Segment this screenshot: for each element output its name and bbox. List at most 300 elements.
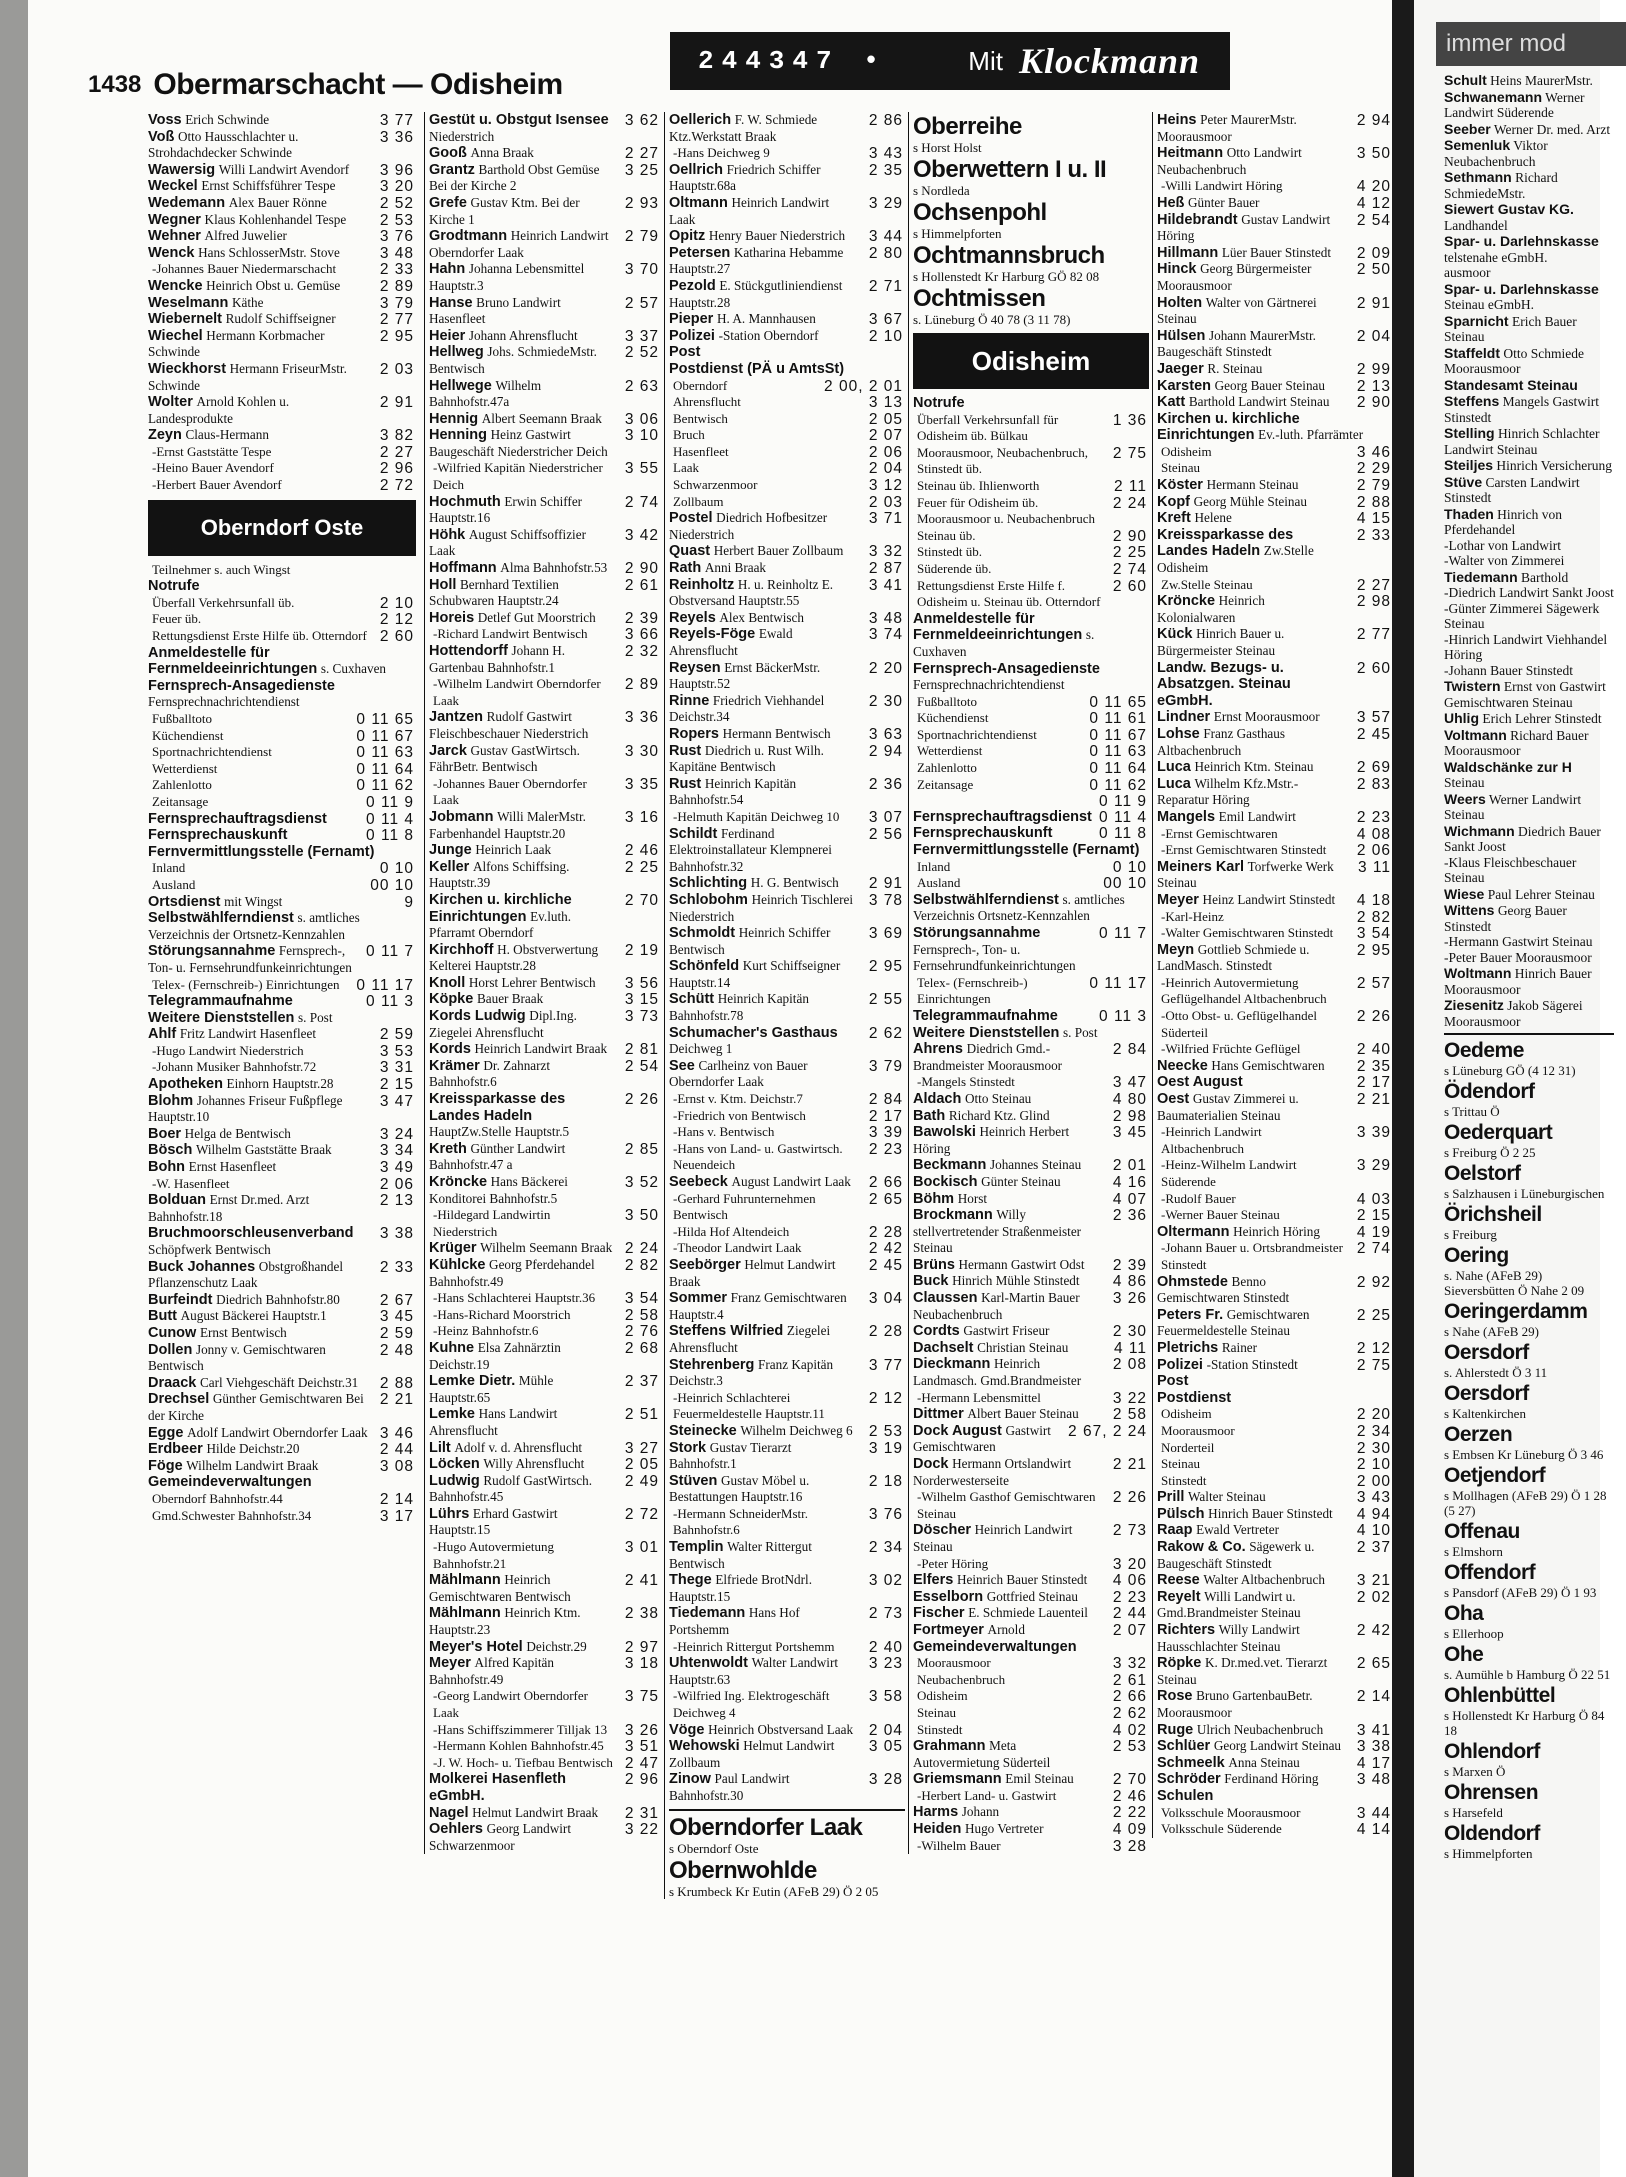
listing-name: Kreth xyxy=(429,1140,467,1157)
listing-detail: Obstgroßhandel Pflanzenschutz Laak xyxy=(148,1258,344,1291)
listing-entry xyxy=(1157,112,1393,145)
listing-name: Schlüer xyxy=(1157,1738,1211,1755)
listing-detail: Willi Landwirt u. Gmd.Brandmeister Steinau xyxy=(1157,1588,1301,1621)
listing-phone: 2 11 xyxy=(1113,477,1147,495)
listing-detail: Ferdinand Höring xyxy=(1224,1771,1319,1787)
listing-detail: Günter Steinau xyxy=(981,1173,1061,1189)
listing-phone: 2 23 xyxy=(1112,1588,1147,1606)
listing-detail: Walter Steinau xyxy=(1188,1489,1266,1505)
listing-detail: Alfred Juwelier xyxy=(204,228,287,244)
listing-phone: 3 31 xyxy=(379,1059,414,1077)
listing-name: Wenck xyxy=(148,244,195,261)
listing-phone: 2 54 xyxy=(624,1057,659,1075)
listing-detail: Wilhelm Landwirt Braak xyxy=(186,1457,319,1473)
listing-phone: 3 37 xyxy=(624,327,659,345)
listing-entry xyxy=(148,178,416,195)
listing-phone: 2 00 xyxy=(1356,1472,1391,1490)
listing-entry xyxy=(1157,1589,1393,1622)
listing-detail: Hans SchlosserMstr. Stove xyxy=(198,244,340,260)
listing-name: Woltmann xyxy=(1444,965,1512,981)
listing-entry xyxy=(1444,345,1614,377)
listing-detail: Bauer Braak xyxy=(476,991,544,1007)
listing-entry xyxy=(429,1755,661,1772)
listing-entry xyxy=(1157,510,1393,527)
listing-name: Bawolski xyxy=(913,1124,976,1141)
listing-entry xyxy=(429,1456,661,1473)
listing-name: Rath xyxy=(669,560,702,577)
listing-entry xyxy=(148,1142,416,1159)
listing-name: Wehner xyxy=(148,228,201,245)
place-name: Oerzen xyxy=(1444,1423,1513,1446)
listing-name: Staffeldt xyxy=(1444,344,1500,361)
listing-entry xyxy=(429,1340,661,1373)
place-entry xyxy=(1444,1423,1614,1462)
listing-name: Knoll xyxy=(429,974,466,991)
listing-phone: 0 11 64 xyxy=(1089,760,1147,778)
listing-detail: Bruch xyxy=(673,427,705,443)
place-name: Örichsheil xyxy=(1444,1203,1542,1226)
listing-phone: 0 11 63 xyxy=(1089,743,1147,761)
listing-entry xyxy=(913,578,1149,611)
listing-entry xyxy=(913,478,1149,495)
listing-name: Butt xyxy=(148,1308,177,1325)
listing-name: Zeyn xyxy=(148,427,182,444)
listing-entry xyxy=(913,1838,1149,1855)
listing-entry xyxy=(913,1406,1149,1423)
listing-detail: Johs. SchmiedeMstr. Bentwisch xyxy=(429,344,597,376)
listing-name: Steffens xyxy=(1444,393,1500,409)
listing-detail: Niederstrich xyxy=(429,128,495,144)
listing-phone: 2 33 xyxy=(1356,526,1391,544)
listing-entry xyxy=(1157,1041,1393,1058)
place-note: s Hollenstedt Kr Harburg Ö 84 18 xyxy=(1444,1708,1605,1738)
listing-detail: -Hans von Land- u. Gastwirtsch. Neuendeich xyxy=(673,1140,843,1173)
listing-phone: 3 77 xyxy=(868,1356,903,1374)
listing-entry xyxy=(913,528,1149,545)
listing-entry xyxy=(913,892,1149,925)
listing-name: Telegrammaufnahme xyxy=(148,993,293,1010)
listing-phone: 2 04 xyxy=(868,460,903,478)
listing-phone: 0 11 67 xyxy=(356,727,414,745)
listing-detail: -Heino Bauer Avendorf xyxy=(152,460,274,476)
place-entry xyxy=(1444,1561,1614,1600)
listing-phone: 2 54 xyxy=(1356,211,1391,229)
listing-name: Templin xyxy=(669,1539,724,1556)
listing-phone: 3 12 xyxy=(868,477,903,495)
listing-name: Selbstwählferndienst xyxy=(913,891,1059,908)
listing-detail: Helmut Landwirt Braak xyxy=(669,1256,836,1289)
listing-entry xyxy=(148,1010,416,1027)
listing-detail: Horst xyxy=(957,1190,988,1206)
listing-phone: 2 41 xyxy=(624,1572,659,1590)
listing-detail: Steinau eGmbH. xyxy=(1444,297,1534,312)
listing-name: Hellweg xyxy=(429,344,484,361)
listing-detail: Horst Lehrer Bentwisch xyxy=(468,974,596,990)
listing-phone: 2 27 xyxy=(624,145,659,163)
listing-entry xyxy=(1157,1157,1393,1190)
listing-detail: -Hermann Lebensmittel xyxy=(917,1389,1041,1405)
listing-detail: s. Cuxhaven xyxy=(913,627,1095,659)
listing-phone: 3 58 xyxy=(868,1688,903,1706)
listing-detail: Arnold Kohlen u. Landesprodukte xyxy=(148,394,290,426)
listing-entry xyxy=(1157,909,1393,926)
listing-name: Seebörger xyxy=(669,1256,741,1273)
listing-detail: -Helmuth Kapitän Deichweg 10 xyxy=(673,808,840,824)
listing-entry xyxy=(669,826,905,876)
listing-phone: 3 28 xyxy=(1112,1837,1147,1855)
listing-entry xyxy=(1444,791,1614,823)
listing-entry xyxy=(148,811,416,828)
listing-entry xyxy=(429,842,661,859)
listing-detail: Odisheim xyxy=(1161,443,1212,459)
listing-detail: Anna Steinau xyxy=(1228,1754,1300,1770)
listing-name: Kreissparkasse des Landes Hadeln xyxy=(1157,526,1294,560)
listing-detail: Volksschule Moorausmoor xyxy=(1161,1804,1301,1820)
listing-detail: Moorausmoor xyxy=(1161,1422,1235,1438)
listing-phone: 2 34 xyxy=(868,1539,903,1557)
listing-entry xyxy=(429,643,661,676)
listing-name: Gemeindeverwaltungen xyxy=(913,1638,1077,1655)
listing-phone: 2 77 xyxy=(379,311,414,329)
listing-phone: 4 19 xyxy=(1356,1223,1391,1241)
listing-entry xyxy=(148,993,416,1010)
listing-detail: Zahlenlotto xyxy=(152,777,212,793)
listing-name: Boer xyxy=(148,1125,182,1142)
listing-name: Fernvermittlungsstelle (Fernamt) xyxy=(148,843,375,860)
listing-detail: -Günter Zimmerei Sägewerk Steinau xyxy=(1444,600,1600,631)
listing-entry xyxy=(148,295,416,312)
listing-phone: 4 18 xyxy=(1356,891,1391,909)
listing-detail: Diedrich Bauer Sankt Joost xyxy=(1444,823,1601,854)
listing-entry xyxy=(669,444,905,461)
listing-entry xyxy=(429,1008,661,1041)
listing-name: Peters Fr. xyxy=(1157,1306,1224,1323)
listing-entry xyxy=(913,1356,1149,1389)
listing-phone: 2 15 xyxy=(1356,1207,1391,1225)
listing-entry xyxy=(429,1091,661,1141)
listing-name: Wiese xyxy=(1444,885,1485,902)
listing-phone: 2 45 xyxy=(1356,725,1391,743)
listing-phone: 2 65 xyxy=(868,1190,903,1208)
listing-detail: Hinrich von Pferdehandel xyxy=(1444,506,1563,537)
listing-detail: Heinz Landwirt Stinstedt xyxy=(1202,891,1336,907)
listing-detail: -Theodor Landwirt Laak xyxy=(673,1240,802,1256)
listing-entry xyxy=(148,261,416,278)
listing-detail: -Wilhelm Bauer xyxy=(917,1837,1001,1853)
listing-entry xyxy=(148,744,416,761)
listing-entry xyxy=(1157,809,1393,826)
listing-detail: Jonny v. Gemischtwaren Bentwisch xyxy=(148,1341,326,1374)
listing-detail: Hans Gemischtwaren xyxy=(1211,1057,1325,1073)
listing-detail: Ernst BäckerMstr. Hauptstr.52 xyxy=(669,659,821,692)
listing-detail: Heinrich Landwirt Braak xyxy=(474,1041,608,1057)
listing-detail: Helmut Landwirt Braak xyxy=(472,1804,599,1820)
listing-name: Draack xyxy=(148,1374,197,1391)
place-entry xyxy=(1444,1740,1614,1779)
listing-phone: 3 51 xyxy=(624,1738,659,1756)
place-name: Oha xyxy=(1444,1602,1484,1625)
listing-name: Dollen xyxy=(148,1341,193,1358)
listing-detail: Willy Landwirt Hausschlachter Steinau xyxy=(1157,1622,1300,1654)
listing-phone: 0 11 62 xyxy=(1089,776,1147,794)
listing-detail: -Ernst Gemischtwaren xyxy=(1161,825,1278,841)
listing-detail: Küchendienst xyxy=(152,727,224,743)
listing-entry xyxy=(1157,1722,1393,1739)
listing-phone: 2 52 xyxy=(624,344,659,362)
listing-entry xyxy=(669,427,905,444)
listing-detail: Willi MalerMstr. Farbenhandel Hauptstr.20 xyxy=(429,808,586,841)
listing-detail: Willy stellvertretender Straßenmeister Steinau xyxy=(913,1207,1082,1256)
listing-detail: Hinrich Bauer Stinstedt xyxy=(1208,1505,1333,1521)
listing-phone: 2 87 xyxy=(868,560,903,578)
listing-name: Reysen xyxy=(669,659,721,676)
listing-detail: -Friedrich von Bentwisch xyxy=(673,1107,806,1123)
listing-entry xyxy=(669,1423,905,1440)
listing-detail: Friedrich Viehhandel Deichstr.34 xyxy=(669,692,825,725)
listing-phone: 3 43 xyxy=(868,145,903,163)
place-entry xyxy=(1444,1203,1614,1242)
listing-entry xyxy=(429,1141,661,1174)
listing-detail: -Werner Bauer Steinau xyxy=(1161,1207,1280,1223)
listing-phone: 2 40 xyxy=(1356,1041,1391,1059)
listing-detail: Karl-Martin Bauer Neubachenbruch xyxy=(913,1290,1080,1322)
listing-entry xyxy=(913,1041,1149,1074)
place-note: s Marxen Ö xyxy=(1444,1764,1506,1779)
listing-detail: Detlef Gut Moorstrich xyxy=(477,609,596,625)
listing-detail: Wetterdienst xyxy=(152,760,218,776)
listing-detail: Emil Steinau xyxy=(1005,1771,1074,1787)
listing-detail: -Station Oberndorf xyxy=(718,327,819,343)
listing-detail: Wilhelm Seemann Braak xyxy=(480,1240,613,1256)
listing-entry xyxy=(669,460,905,477)
listing-name: Grantz xyxy=(429,161,475,178)
listing-phone: 2 73 xyxy=(1112,1522,1147,1540)
listing-phone: 3 44 xyxy=(868,228,903,246)
listing-name: Bruchmoorschleusenverband xyxy=(148,1225,354,1242)
listing-phone: 3 79 xyxy=(379,294,414,312)
listing-name: Post xyxy=(669,344,701,361)
listing-phone: 2 25 xyxy=(1112,544,1147,562)
listing-entry xyxy=(1157,1440,1393,1457)
listing-name: Sethmann xyxy=(1444,169,1512,185)
listing-phone: 2 94 xyxy=(868,742,903,760)
listing-detail: Steinau üb. Ihlienworth xyxy=(917,477,1040,493)
listing-name: Jobmann xyxy=(429,808,494,825)
listing-detail: Ernst Moorausmoor xyxy=(1213,709,1320,725)
listing-entry xyxy=(148,129,416,162)
listing-entry xyxy=(913,777,1149,794)
listing-detail: Hermann Bentwisch xyxy=(722,725,831,741)
listing-entry xyxy=(148,578,416,595)
listing-detail: H. A. Mannhausen xyxy=(716,311,816,327)
listing-name: Hoffmann xyxy=(429,560,497,577)
listing-entry xyxy=(1157,1357,1393,1374)
listing-detail: Wilhelm Gaststätte Braak xyxy=(195,1142,332,1158)
listing-name: Bolduan xyxy=(148,1192,206,1209)
place-note: s. Nahe (AFeB 29) Sieversbütten Ö Nahe 2 09 xyxy=(1444,1268,1585,1298)
listing-entry xyxy=(148,1491,416,1508)
listing-entry xyxy=(1444,585,1614,601)
listing-phone: 2 36 xyxy=(868,775,903,793)
listing-name: Beckmann xyxy=(913,1157,987,1174)
listing-phone: 2 57 xyxy=(1356,974,1391,992)
listing-phone: 4 86 xyxy=(1112,1273,1147,1291)
listing-name: Fernsprechauskunft xyxy=(913,825,1053,842)
listing-name: Fischer xyxy=(913,1605,965,1622)
listing-phone: 2 67 xyxy=(379,1291,414,1309)
listing-phone: 2 26 xyxy=(624,1091,659,1109)
place-note: s Himmelpforten xyxy=(1444,1846,1533,1861)
listing-detail: -Heinz-Wilhelm Landwirt Süderende xyxy=(1161,1157,1297,1189)
listing-detail: Fußballtoto xyxy=(917,693,977,709)
listing-phone: 2 63 xyxy=(624,377,659,395)
listing-detail: H. G. Bentwisch xyxy=(750,875,839,891)
listing-detail: -Rudolf Bauer xyxy=(1161,1190,1236,1206)
listing-phone: 4 15 xyxy=(1356,510,1391,528)
listing-phone: 3 39 xyxy=(868,1124,903,1142)
listing-detail: -Walter von Zimmerei xyxy=(1444,553,1565,568)
listing-phone: 0 11 61 xyxy=(1089,710,1147,728)
listing-detail: Rudolf Gastwirt Fleischbeschauer Niederstrich xyxy=(429,709,589,741)
listing-detail: Steinau xyxy=(1161,460,1200,476)
listing-name: Burfeindt xyxy=(148,1291,213,1308)
listing-entry xyxy=(148,477,416,494)
listing-entry xyxy=(429,344,661,377)
listing-phone: 2 95 xyxy=(379,327,414,345)
listing-phone: 4 03 xyxy=(1356,1190,1391,1208)
listing-phone: 2 97 xyxy=(624,1638,659,1656)
listing-entry xyxy=(669,1174,905,1191)
listing-name: Lindner xyxy=(1157,709,1211,726)
listing-entry xyxy=(148,1059,416,1076)
listing-phone: 2 95 xyxy=(1356,941,1391,959)
listing-name: Oest August xyxy=(1157,1074,1243,1091)
listing-name: Hahn xyxy=(429,261,466,278)
listing-detail: Alex Bentwisch xyxy=(719,609,804,625)
listing-name: Ludwig xyxy=(429,1472,480,1489)
listing-name: Brüns xyxy=(913,1256,955,1273)
listing-detail: Neubachenbruch xyxy=(917,1671,1006,1687)
listing-detail: Alfons Schiffsing. Hauptstr.39 xyxy=(429,858,570,891)
page-header xyxy=(88,62,563,108)
listing-detail: Henry Bauer Niederstrich xyxy=(708,228,846,244)
listing-entry xyxy=(669,1771,905,1804)
listing-phone: 2 45 xyxy=(868,1256,903,1274)
listing-name: Kuhne xyxy=(429,1339,475,1356)
listing-detail: Heinrich Ktm. Steinau xyxy=(1194,759,1314,775)
listing-entry xyxy=(148,212,416,229)
listing-entry xyxy=(1157,494,1393,511)
listing-entry xyxy=(1444,601,1614,632)
listing-name: Oellerich xyxy=(669,112,732,128)
listing-phone: 2 36 xyxy=(1112,1207,1147,1225)
listing-name: Ahrens xyxy=(913,1041,963,1058)
listing-phone: 2 13 xyxy=(1356,377,1391,395)
listing-entry xyxy=(913,1771,1149,1788)
listing-phone: 2 88 xyxy=(1356,493,1391,511)
listing-phone: 4 02 xyxy=(1112,1721,1147,1739)
listing-phone: 3 19 xyxy=(868,1439,903,1457)
listing-phone: 3 36 xyxy=(624,709,659,727)
listing-phone: 2 29 xyxy=(1356,460,1391,478)
listing-name: Oest xyxy=(1157,1091,1190,1108)
listing-phone: 3 50 xyxy=(624,1207,659,1225)
listing-name: Steiljes xyxy=(1444,457,1494,473)
listing-entry xyxy=(148,860,416,877)
listing-detail: Hugo Vertreter xyxy=(964,1821,1044,1837)
listing-phone: 3 52 xyxy=(624,1174,659,1191)
listing-name: Vöge xyxy=(669,1721,705,1738)
listing-entry xyxy=(1157,759,1393,776)
listing-detail: Schwarzenmoor xyxy=(673,477,758,493)
listing-entry xyxy=(913,1025,1149,1042)
listing-entry xyxy=(1157,261,1393,294)
listing-entry xyxy=(913,1639,1149,1656)
listing-detail: Rudolf Schiffseigner xyxy=(225,311,336,327)
listing-entry xyxy=(913,1257,1149,1274)
place-note: s. Ahlerstedt Ö 3 11 xyxy=(1444,1365,1548,1380)
listing-detail: Heinrich Höring xyxy=(1233,1223,1320,1239)
listing-detail: Heinrich Schiffer Bentwisch xyxy=(669,925,831,957)
listing-phone: 3 26 xyxy=(624,1721,659,1739)
listing-detail: Walter von Gärtnerei Steinau xyxy=(1157,294,1317,327)
place-note: s Mollhagen (AFeB 29) Ö 1 28 (5 27) xyxy=(1444,1488,1607,1518)
listing-name: Hellwege xyxy=(429,377,492,394)
listing-name: Seeber xyxy=(1444,120,1491,137)
listing-detail: Torfwerke Werk Steinau xyxy=(1157,858,1334,891)
listing-detail: Georg Bürgermeister Moorausmoor xyxy=(1157,261,1312,293)
listing-detail: Ernst von Gastwirt Gemischtwaren Steinau xyxy=(1444,679,1606,710)
listing-phone: 2 30 xyxy=(1356,1439,1391,1457)
listing-detail: Einhorn Hauptstr.28 xyxy=(226,1076,334,1092)
listing-detail: Paul Landwirt Bahnhofstr.30 xyxy=(669,1771,790,1803)
listing-entry xyxy=(148,1192,416,1225)
listing-entry xyxy=(669,1357,905,1390)
listing-detail: Ahrensflucht xyxy=(673,394,741,410)
listing-name: Hülsen xyxy=(1157,327,1206,344)
listing-name: Lohse xyxy=(1157,725,1200,742)
listing-name: Föge xyxy=(148,1457,183,1474)
listing-detail: Bentwisch xyxy=(673,410,728,426)
listing-name: Schwanemann xyxy=(1444,88,1543,105)
listing-detail: -Lothar von Landwirt xyxy=(1444,537,1561,553)
listing-phone: 3 76 xyxy=(379,228,414,246)
listing-entry xyxy=(429,859,661,892)
advertising-banner xyxy=(670,32,1230,90)
listing-detail: Moorausmoor u. Neubachenbruch xyxy=(917,511,1095,527)
place-name: Ochtmissen xyxy=(913,285,1046,312)
listing-detail: Günter Bauer xyxy=(1188,194,1260,210)
listing-phone: 0 11 17 xyxy=(1089,974,1147,992)
listing-name: Meyer's Hotel xyxy=(429,1638,523,1655)
place-note: s Trittau Ö xyxy=(1444,1104,1500,1119)
listing-phone: 3 20 xyxy=(1112,1555,1147,1573)
listing-entry xyxy=(913,1091,1149,1108)
listing-entry xyxy=(669,510,905,543)
listing-phone: 3 29 xyxy=(868,194,903,212)
listing-name: Ziesenitz xyxy=(1444,997,1504,1013)
listing-detail: Hans Bäckerei Konditorei Bahnhofstr.5 xyxy=(429,1174,568,1206)
listing-name: Heitmann xyxy=(1157,145,1224,162)
listing-name: Stüven xyxy=(669,1472,718,1489)
listing-name: Post xyxy=(1157,1373,1189,1390)
listing-name: Uhlig xyxy=(1444,710,1479,726)
listing-detail: s. Post xyxy=(1063,1024,1098,1040)
listing-entry xyxy=(913,661,1149,694)
listing-detail: Ernst Bentwisch xyxy=(199,1324,287,1340)
listing-entry xyxy=(913,1655,1149,1672)
listing-detail: Paul Lehrer Steinau xyxy=(1487,886,1595,902)
